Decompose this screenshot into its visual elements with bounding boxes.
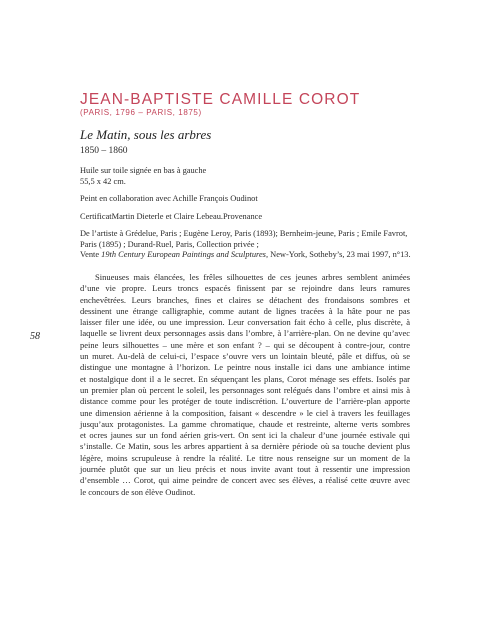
essay-line: s’installe. Ce Matin, sous les arbres appartient à sa dernière période où sa touche devient plus xyxy=(80,441,410,452)
artist-name: JEAN-BAPTISTE CAMILLE COROT xyxy=(80,91,361,108)
page-number: 58 xyxy=(30,331,40,342)
work-title: Le Matin, sous les arbres xyxy=(80,127,212,142)
essay-line: un muret. Au-delà de celui-ci, l’espace s’ouvre vers un lointain bleuté, pâle et diffus, où se xyxy=(80,351,410,362)
essay-line: Sinueuses mais élancées, les frêles silhouettes de ces jeunes arbres semblent animées xyxy=(95,272,410,282)
provenance-line: Paris (1895) ; Durand-Ruel, Paris, Collection privée ; xyxy=(80,239,259,249)
provenance-sale-line xyxy=(80,250,411,261)
essay-line: jusqu’aux protagonistes. La gamme chromatique, chaude et restreinte, alterne verts sombres xyxy=(80,418,410,429)
artist-dates: (PARIS, 1796 – PARIS, 1875) xyxy=(80,108,202,117)
collaboration-note: Peint en collaboration avec Achille François Oudinot xyxy=(80,194,258,203)
essay-line: le concours de son élève Oudinot. xyxy=(80,486,196,497)
essay-body xyxy=(80,272,410,498)
essay-line: laisser filer une idée, ou une impression. Leur conversation fait écho à celle, plus discrète, à xyxy=(80,317,410,328)
essay-line: enchevêtrées. Leurs branches, fines et claires se détachent des frondaisons sombres et xyxy=(80,294,410,305)
sale-title: 19th Century European Paintings and Sculptures, xyxy=(101,250,269,259)
essay-line: d’une vie propre. Leurs troncs espacés finissent par se rejoindre dans leurs ramures xyxy=(80,283,410,294)
work-medium: Huile sur toile signée en bas à gauche xyxy=(80,166,207,175)
essay-line: laquelle se livrent deux personnages assis dans l’ombre, à l’arrière-plan. On ne devine qu’avec xyxy=(80,328,410,339)
essay-line: une dimension aérienne à la composition, faisant « descendre » le ciel à travers les feuillages xyxy=(80,407,410,418)
essay-line: peine leurs silhouettes – une mère et son enfant ? – qui se découpent à contre-jour, contre xyxy=(80,339,410,350)
essay-line: et ocres jaunes sur un fond aérien gris-vert. On sent ici la chaleur d’une journée estivale qui xyxy=(80,430,410,441)
essay-line: journée plutôt que sur un lieu précis et nous invite avant tout à ressentir une impression xyxy=(80,464,410,475)
work-dates: 1850 – 1860 xyxy=(80,146,128,156)
essay-line: et nostalgique dont il a le secret. En séquençant les plans, Corot ménage ses effets. Isolés par xyxy=(80,373,410,384)
essay-line: distance comme pour les protéger de toute indiscrétion. L’ouverture de l’arrière-plan apporte xyxy=(80,396,410,407)
essay-line: légère, moins scrupuleuse à rendre la réalité. Le titre nous renseigne sur un moment de la xyxy=(80,452,410,463)
essay-line: un premier plan où percent le soleil, les personnages sont relégués dans l’ombre et ainsi mis à xyxy=(80,384,410,395)
provenance-sale-prefix: Vente xyxy=(80,250,102,259)
essay-line: d’ensemble … Corot, qui aime peindre de concert avec ses élèves, a réalisé cette œuvre avec xyxy=(80,475,410,486)
certificate-note: CertificatMartin Dieterle et Claire Lebeau.Provenance xyxy=(80,212,263,221)
essay-line: dessinent une étrange calligraphie, comme autant de lignes tracées à la hâte pour ne pas xyxy=(80,305,410,316)
work-dimensions: 55,5 x 42 cm. xyxy=(80,176,126,186)
provenance-line: De l’artiste à Grédelue, Paris ; Eugène Leroy, Paris (1893); Bernheim-jeune, Paris ; Emile Favrot, xyxy=(80,229,408,238)
essay-line: distingue une montagne à l’horizon. Le peintre nous installe ici dans une ambiance intime xyxy=(80,362,410,373)
provenance-sale-suffix: New-York, Sotheby’s, 23 mai 1997, n°13. xyxy=(268,250,411,259)
